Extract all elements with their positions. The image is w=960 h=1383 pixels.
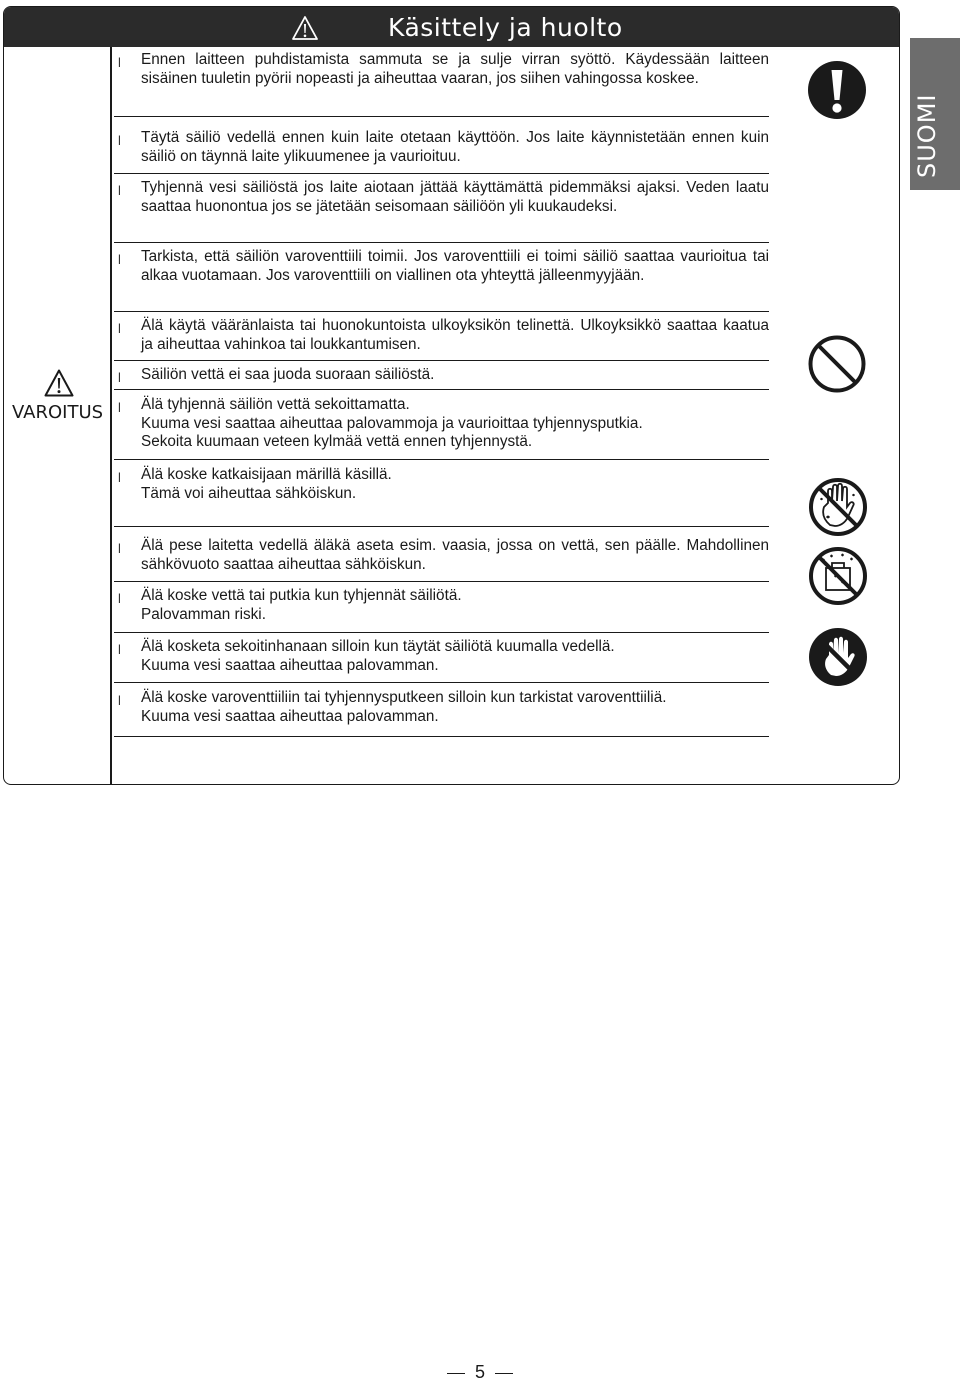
divider: [114, 526, 769, 527]
item-text: Säiliön vettä ei saa juoda suoraan säiliöstä.: [141, 366, 435, 383]
page-number: [0, 1362, 960, 1383]
item-text: Älä koske varoventtiiliin tai tyhjennysputkeen silloin kun tarkistat varoventtiiliä. Kuuma vesi saattaa aiheuttaa palovamman.: [141, 689, 667, 725]
page-number-dash: [495, 1373, 513, 1375]
bullet-marker: l: [118, 470, 121, 485]
item-text: Älä koske vettä tai putkia kun tyhjennät säiliötä. Palovamman riski.: [141, 587, 462, 623]
list-item: [114, 587, 769, 624]
divider: [114, 581, 769, 582]
column-divider: [110, 47, 112, 784]
item-text: Älä tyhjennä säiliön vettä sekoittamatta. Kuuma vesi saattaa aiheuttaa palovammoja ja vaurioittaa tyhjennysputkia. Sekoita kuumaan veteen kylmää vettä ennen tyhjennystä.: [141, 396, 643, 451]
list-item: [114, 179, 769, 216]
prohibition-icon: [808, 335, 866, 393]
bullet-marker: l: [118, 642, 121, 657]
bullet-marker: l: [118, 321, 121, 336]
list-item: [114, 638, 769, 675]
divider: [114, 311, 769, 312]
list-item: [114, 396, 769, 452]
divider: [114, 736, 769, 737]
list-item: [114, 466, 769, 503]
bullet-marker: l: [118, 55, 121, 70]
warning-triangle-icon: [44, 369, 74, 397]
bullet-marker: l: [118, 370, 121, 385]
page-number-dash: [447, 1373, 465, 1375]
bullet-marker: l: [118, 591, 121, 606]
language-tab-label: SUOMI: [913, 93, 941, 178]
divider: [114, 173, 769, 174]
list-item: [114, 537, 769, 574]
item-text: Tarkista, että säiliön varoventtiili toimii. Jos varoventtiili ei toimi säiliö saattaa vaurioitua tai alkaa vuotamaan. Jos varoventtiili on viallinen ota yhteyttä jälleenmyyjään.: [141, 248, 769, 284]
list-item: [114, 248, 769, 285]
mandatory-exclamation-icon: [807, 60, 867, 120]
item-text: Älä pese laitetta vedellä äläkä aseta esim. vaasia, jossa on vettä, sen päälle. Mahdollinen sähkövuoto saattaa aiheuttaa sähköiskun.: [141, 537, 769, 573]
list-item: [114, 129, 769, 166]
divider: [114, 360, 769, 361]
section-header: [4, 7, 899, 47]
list-item: [114, 51, 769, 88]
item-text: Älä kosketa sekoitinhanaan silloin kun täytät säiliötä kuumalla vedellä. Kuuma vesi saattaa aiheuttaa palovamman.: [141, 638, 615, 674]
divider: [114, 242, 769, 243]
divider: [114, 389, 769, 390]
list-item: [114, 366, 769, 385]
bullet-marker: l: [118, 183, 121, 198]
item-text: Tyhjennä vesi säiliöstä jos laite aiotaan jättää käyttämättä pidemmäksi ajaksi. Veden laatu saattaa huonontua jos se jätetään seisomaan säiliöön yli kuukaudeksi.: [141, 179, 769, 215]
divider: [114, 459, 769, 460]
bullet-marker: l: [118, 693, 121, 708]
language-tab: [910, 38, 960, 190]
list-item: [114, 317, 769, 354]
divider: [114, 632, 769, 633]
warning-label: VAROITUS: [12, 402, 104, 423]
no-water-splash-icon: [808, 546, 868, 606]
divider: [114, 682, 769, 683]
no-wet-hands-icon: [808, 477, 868, 537]
bullet-marker: l: [118, 541, 121, 556]
no-touch-hand-icon: [808, 627, 868, 687]
bullet-marker: l: [118, 400, 121, 415]
divider: [114, 116, 769, 117]
section-title: Käsittely ja huolto: [388, 13, 623, 42]
list-item: [114, 689, 769, 726]
warning-triangle-icon: [292, 16, 318, 40]
page-number-value: 5: [474, 1362, 485, 1382]
bullet-marker: l: [118, 133, 121, 148]
item-text: Älä koske katkaisijaan märillä käsillä. Tämä voi aiheuttaa sähköiskun.: [141, 466, 392, 502]
item-text: Ennen laitteen puhdistamista sammuta se ja sulje virran syöttö. Käydessään laitteen sisäinen tuuletin pyörii nopeasti ja aiheuttaa vaaran, jos siihen vahingossa koskee.: [141, 51, 769, 87]
bullet-marker: l: [118, 252, 121, 267]
item-text: Älä käytä vääränlaista tai huonokuntoista ulkoyksikön telinettä. Ulkoyksikkö saattaa kaatua ja aiheuttaa vahinkoa tai loukkantumisen.: [141, 317, 769, 353]
item-text: Täytä säiliö vedellä ennen kuin laite otetaan käyttöön. Jos laite käynnistetään ennen kuin säiliö on täynnä laite ylikuumenee ja vaurioituu.: [141, 129, 769, 165]
